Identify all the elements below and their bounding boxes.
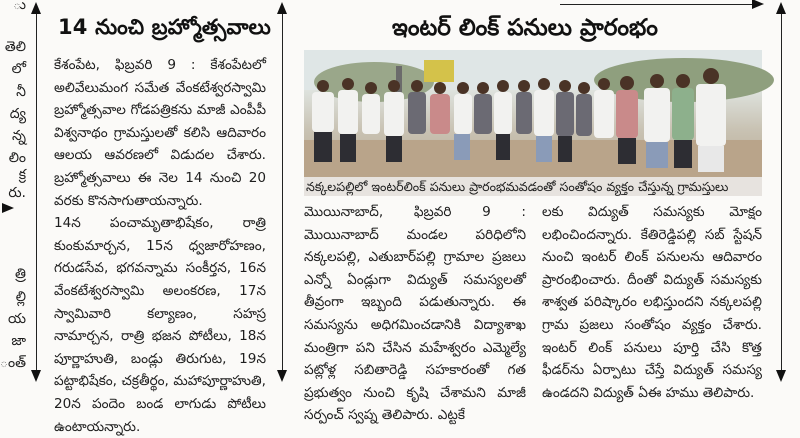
article-paragraph: మొయినాబాద్, ఫిబ్రవరి 9 : మొయినాబాద్ మండల పరిధిలోని నక్కలపల్లి, ఎతుబార్‌పల్లి గ్రామాల ప్రజలు ఎన్నో ఏండ్లుగా విద్యుత్ సమస్యలతో తీవ్రంగా ఇబ్బంది పడుతున్నారు. ఈ సమస్యను అధిగమించడానికి విద్యాశాఖ మంత్రిగా పని చేసిన మహేశ్వరం ఎమ్మెల్యే పట్లోళ్ల సబితారెడ్డి సహకారంతో గత ప్రభుత్వం నుంచి కృషి చేశామని మాజీ సర్పంచ్ స్వప్న తెలిపారు. ఎట్టకే [304,204,526,424]
arrow-right-icon [752,0,764,9]
fragment-line: త్రి [15,266,26,282]
arrow-up-icon [776,2,786,14]
fragment-line: క్ర [18,167,26,183]
news-photo [304,50,762,177]
article-body-column-1 [304,201,526,427]
article-headline: ఇంటర్ లింక్ పనులు ప్రారంభం [392,15,658,41]
column-rule [282,12,283,372]
article-body-column-2 [542,201,762,404]
article-paragraph: కేశంపేట, ఫిబ్రవరి 9 : కేశంపేటలో అలివేలుమంగ సమేత వేంకటేశ్వరస్వామి బ్రహ్మోత్సవాల గోడపత్రికను మాజీ ఎంపీపీ విశ్వనాథం గ్రామస్తులతో కలిసి ఆదివారం ఆలయ ఆవరణలో విడుదల చేశారు. బ్రహ్మోత్సవాలు ఈ నెల 14 నుంచి 20 వరకు కొనసాగుతాయన్నారు. [54,57,266,209]
villagers-group-photo [304,50,762,177]
fragment-line: లో [11,61,26,77]
adjacent-article-fragment [0,0,26,428]
fragment-line: ు [13,0,26,13]
fragment-line: య [7,311,26,327]
fragment-line: ల్లి [15,289,26,305]
fragment-line: నీ [16,84,26,100]
article-paragraph: 14న పంచామృతాభిషేకం, రాత్రి కుంకుమార్చన, 15న ధ్వజారోహణం, గరుడసేవ, భగవన్నామ సంకీర్తన, 16న వేంకటేశ్వరస్వామి అలంకరణ, 17న స్వామివారి కల్యాణం, సహస్ర నామార్చన, రాత్రి భజన పోటీలు, 18న పూర్ణాహుతి, బండ్లు తిరుగుట, 19న పట్టాభిషేకం, చక్రతీర్థం, మహాపూర్ణాహుతి, 20న పందెం బండ లాగుడు పోటీలు ఉంటాయన్నారు. [54,215,266,435]
photo-caption: నక్కలపల్లిలో ఇంటర్‌లింక్ పనులు ప్రారంభమవడంతో సంతోషం వ్యక్తం చేస్తున్న గ్రామస్తులు [304,177,762,196]
fragment-line: రు. [8,185,26,201]
fragment-line: న్న [12,128,26,144]
arrow-up-icon [277,2,287,14]
arrow-down-icon [31,370,41,382]
column-rule [781,12,782,372]
arrow-right-icon [2,203,14,213]
top-rule [560,4,752,5]
fragment-line: లిం [8,150,26,166]
fragment-line: ద్య [9,106,26,122]
article-body [54,54,266,438]
arrow-up-icon [31,2,41,14]
column-rule [36,12,37,372]
fragment-line: తెలి [4,39,26,55]
article-paragraph: లకు విద్యుత్ సమస్యకు మోక్షం లభించిందన్నారు. కేతిరెడ్డిపల్లి సబ్ స్టేషన్ నుంచి ఇంటర్ లింక్ పనులను ఆదివారం ప్రారంభించారు. దీంతో విద్యుత్ సమస్యకు శాశ్వత పరిష్కారం లభిస్తుందని నక్కలపల్లి గ్రామ ప్రజలు సంతోషం వ్యక్తం చేశారు. ఇంటర్ లింక్ పనులు పూర్తి చేసి కొత్త ఫీడర్‌ను ఏర్పాటు చేస్తే విద్యుత్ సమస్య ఉండదని విద్యుత్ ఏఈ హము తెలిపారు. [542,204,762,401]
arrow-down-icon [776,370,786,382]
fragment-line: ంత్ [0,355,26,371]
fragment-line: జా [11,333,26,349]
article-headline: 14 నుంచి బ్రహ్మోత్సవాలు [58,15,272,39]
arrow-down-icon [277,370,287,382]
